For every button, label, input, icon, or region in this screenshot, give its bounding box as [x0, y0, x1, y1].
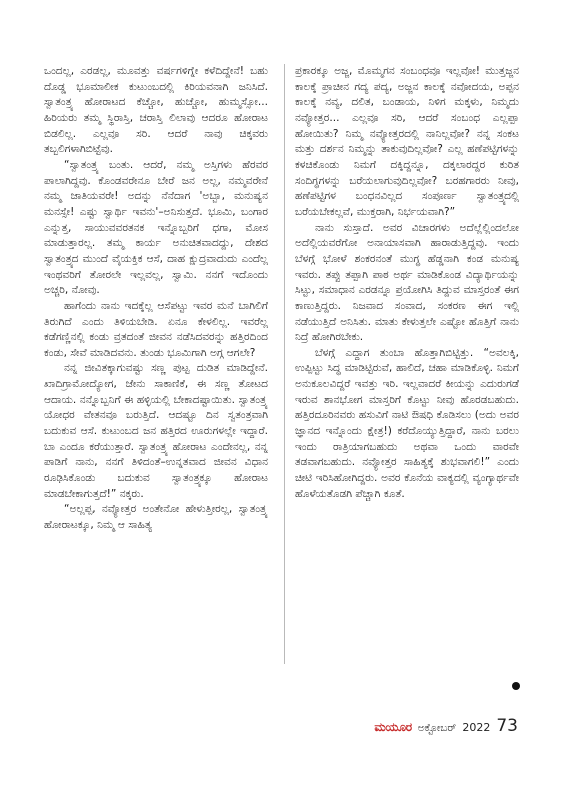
paragraph: “ಅಲ್ಲಪ್ಪ, ನವ್ಯೋತ್ತರ ಅಂತೇನೋ ಹೇಳುತ್ತೀರಲ್ಲ, ಸ್ವಾತಂತ್ರ್ಯ ಹೋರಾಟಕ್ಕೂ, ನಿಮ್ಮ ಆ ಸಾಹಿತ್ಯ: [44, 503, 268, 532]
right-column: [295, 64, 519, 502]
issue-month: ಅಕ್ಟೋಬರ್: [417, 722, 457, 734]
issue-year: 2022: [462, 721, 491, 734]
paragraph: “ಸ್ವಾತಂತ್ರ್ಯ ಬಂತು. ಆದರೆ, ನಮ್ಮ ಅಸ್ತಿಗಳು ಹೆರವರ ಪಾಲಾಗಿದ್ದವು. ಕೊಂಡವರೇನೂ ಬೇರೆ ಜನ ಅಲ್ಲ, ನಮ್ಮವರೇನೆ ನಮ್ಮ ಜಾತಿಯವರೇ! ಅದನ್ನು ನೆನೆದಾಗ 'ಅಬ್ಬಾ, ಮನುಷ್ಯನ ಮನಸ್ಸೇ! ಎಷ್ಟು ಸ್ವಾರ್ಥಿ ಇವನು'–ಅನಿಸುತ್ತದೆ. ಭೂಮಿ, ಬಂಗಾರ ಎನ್ನುತ್ತ, ಸಾಯುವವರತನಕ ಇನ್ನೊಬ್ಬರಿಗೆ ಧಗಾ, ಮೋಸ ಮಾಡುತ್ತಾರಲ್ಲ. ತಮ್ಮ ಕಾರ್ಯ ಅನುಚಿತವಾದದ್ದು, ದೇಶದ ಸ್ವಾತಂತ್ರ್ಯದ ಮುಂದೆ ವೈಯಕ್ತಿಕ ಆಸೆ, ದಾಹ ಕ್ಷುದ್ರವಾದುದು ಎಂದೆಲ್ಲ ಇಂಥವರಿಗೆ ತೋರಲೇ ಇಲ್ಲವಲ್ಲ, ಸ್ವಾಮಿ. ನನಗೆ ಇದೊಂದು ಅಚ್ಚರಿ, ನೋವು.: [44, 158, 268, 297]
page-footer: [374, 716, 518, 736]
page-number: 73: [496, 716, 518, 736]
paragraph: ಹಾಗೆಂದು ನಾನು ಇದಕ್ಕೆಲ್ಲ ಆಸೆಪಟ್ಟು ಇವರ ಮನೆ ಬಾಗಿಲಿಗೆ ತಿರುಗಿದೆ ಎಂದು ತಿಳಿಯಬೇಡಿ. ಏನೂ ಕೇಳಲಿಲ್ಲ. ಇವರೆಲ್ಲ ಕಡೆಗಣ್ಣಿನಲ್ಲಿ ಕಂಡು ವ್ರತದಂತೆ ಜೀವನ ನಡೆಸಿದವರನ್ನು ಹತ್ತಿರದಿಂದ ಕಂಡು, ಸೇವೆ ಮಾಡಿದವನು. ತುಂಡು ಭೂಮಿಗಾಗಿ ಅಗ್ಗ ಆಗಲೇ?: [44, 299, 268, 359]
article-page: [44, 64, 524, 688]
paragraph: ನನ್ನ ಜೀವಿತಕ್ಕಾಗುವಷ್ಟು ಸಣ್ಣ ಪುಟ್ಟ ದುಡಿತ ಮಾಡಿದ್ದೇನೆ. ಖಾದಿಗ್ರಾಮೋದ್ಯೋಗ, ಜೇನು ಸಾಕಾಣಿಕೆ, ಈ ಸಣ್ಣ ತೋಟದ ಆದಾಯ. ನನ್ನೊಬ್ಬನಿಗೆ ಈ ಹಳ್ಳಿಯಲ್ಲಿ ಬೇಕಾದಷ್ಟಾಯಿತು. ಸ್ವಾತಂತ್ರ್ಯ ಯೋಧರ ವೇತನವೂ ಬರುತ್ತಿದೆ. ಆದಷ್ಟೂ ದಿನ ಸ್ವತಂತ್ರವಾಗಿ ಬದುಕುವ ಆಸೆ. ಕುಟುಂಬದ ಜನ ಹತ್ತಿರದ ಊರುಗಳಲ್ಲೇ ಇದ್ದಾರೆ. ಬಾ ಎಂದೂ ಕರೆಯುತ್ತಾರೆ. ಸ್ವಾತಂತ್ರ್ಯ ಹೋರಾಟ ಎಂದೇನಲ್ಲ, ನನ್ನ ಪಾಡಿಗೆ ನಾನು, ನನಗೆ ತಿಳಿದಂತೆ–ಉನ್ನತವಾದ ಜೀವನ ವಿಧಾನ ರೂಢಿಸಿಕೊಂಡು ಬದುಕುವ ಸ್ವಾತಂತ್ರ್ಯಕ್ಕೂ ಹೋರಾಟ ಮಾಡಬೇಕಾಗುತ್ತದೆ!” ನಕ್ಕರು.: [44, 362, 268, 500]
paragraph: ನಾನು ಸುಸ್ತಾದೆ. ಅವರ ವಿಚಾರಗಳು ಅದೆಲ್ಲೆಲ್ಲಿಂದಲೋ ಅದೆಲ್ಲಿಯವರೆಗೋ ಅನಾಯಾಸವಾಗಿ ಹಾರಾಡುತ್ತಿದ್ದವು. ಇಂದು ಬೆಳಗ್ಗೆ ಭೋಳೆ ಶಂಕರನಂತೆ ಮುಗ್ಧ ಹೆಡ್ಡನಾಗಿ ಕಂಡ ಮನುಷ್ಯ ಇವರು. ತಪ್ಪು ತಪ್ಪಾಗಿ ಪಾಠ ಅರ್ಥ ಮಾಡಿಕೊಂಡ ವಿದ್ಯಾರ್ಥಿಯನ್ನು ಸಿಟ್ಟು, ಸಮಾಧಾನ ಎರಡನ್ನೂ ಪ್ರಯೋಗಿಸಿ ತಿದ್ದುವ ಮಾಸ್ತರಂತೆ ಈಗ ಕಾಣುತ್ತಿದ್ದರು. ನಿಜವಾದ ಸಂವಾದ, ಸಂಕರಣ ಈಗ ಇಲ್ಲಿ ನಡೆಯುತ್ತಿದೆ ಅನಿಸಿತು. ಮಾತು ಕೇಳುತ್ತಲೇ ಎಷ್ಟೋ ಹೊತ್ತಿಗೆ ನಾನು ನಿದ್ರೆ ಹೋಗಿರಬೇಕು.: [295, 221, 519, 344]
left-column: [44, 64, 268, 534]
paragraph: ಬೆಳಗ್ಗೆ ಎದ್ದಾಗ ತುಂಬಾ ಹೊತ್ತಾಗಿಬಿಟ್ಟಿತ್ತು. “ಅವಲಕ್ಕಿ, ಉಪ್ಪಿಟ್ಟು ಸಿದ್ಧ ಮಾಡಿಟ್ಟಿರುವೆ, ಹಾಲಿದೆ, ಚಹಾ ಮಾಡಿಕೊಳ್ಳಿ. ನಿಮಗೆ ಅನುಕೂಲವಿದ್ದರೆ ಇವತ್ತು ಇರಿ. ಇಲ್ಲವಾದರೆ ಕೀಯನ್ನು ಎದುರುಗಡೆ ಇರುವ ಶಾನಭೋಗ ಮಾಸ್ತರಿಗೆ ಕೊಟ್ಟು ನೀವು ಹೊರಡಬಹುದು. ಹತ್ತಿರದೂರಿನವರು ಹಸುವಿಗೆ ನಾಟಿ ಔಷಧಿ ಕೊಡಿಸಲು (ಅದು ಅವರ ಜ್ಞಾನದ ಇನ್ನೊಂದು ಕ್ಷೇತ್ರ!) ಕರೆದೊಯ್ಯುತ್ತಿದ್ದಾರೆ, ನಾನು ಬರಲು ಇಂದು ರಾತ್ರಿಯಾಗಬಹುದು ಅಥವಾ ಒಂದು ವಾರವೇ ತಡವಾಗಬಹುದು. ನವ್ಯೋತ್ತರ ಸಾಹಿತ್ಯಕ್ಕೆ ಶುಭವಾಗಲಿ!” ಎಂದು ಚೀಟಿ ಇರಿಸಿಹೋಗಿದ್ದರು. ಅವರ ಕೊನೆಯ ವಾಕ್ಯದಲ್ಲಿ ವ್ಯಂಗ್ಯಾರ್ಥವೇ ಹೊಳೆಯತೊಡಗಿ ಪೆಚ್ಚಾಗಿ ಕೂತೆ.: [295, 346, 519, 500]
magazine-logo: ಮಯೂರ: [374, 720, 412, 734]
paragraph: ಒಂದಲ್ಲ, ಎರಡಲ್ಲ, ಮೂವತ್ತು ವರ್ಷಗಳಿಗ್ನೇ ಕಳೆದಿದ್ದೇನೆ! ಬಹು ದೊಡ್ಡ ಭೂಮಾಲೀಕ ಕುಟುಂಬದಲ್ಲಿ ಕಿರಿಯವನಾಗಿ ಜನಿಸಿದೆ. ಸ್ವಾತಂತ್ರ್ಯ ಹೋರಾಟದ ಕೆಚ್ಚೋ, ಹುಚ್ಚೋ, ಹುಮ್ಮಸ್ಸೋ... ಹಿರಿಯರು ತಮ್ಮ ಸ್ಥಿರಾಸ್ತಿ, ಚರಾಸ್ತಿ ಲಿಲಾವು ಆದರೂ ಹೋರಾಟ ಬಿಡಲಿಲ್ಲ. ಎಲ್ಲವೂ ಸರಿ. ಆದರೆ ನಾವು ಚಿಕ್ಕವರು ತಬ್ಬಲಿಗಳಾಗಿಬಿಟ್ಟೆವು.: [44, 65, 268, 156]
end-mark-icon: [512, 682, 520, 690]
paragraph: ಪ್ರಕಾರಕ್ಕೂ ಅಜ್ಜ, ಮೊಮ್ಮಗನ ಸಂಬಂಧವೂ ಇಲ್ಲವೋ! ಮುತ್ತಜ್ಜನ ಕಾಲಕ್ಕೆ ಪ್ರಾಚೀನ ಗದ್ಯ ಪದ್ಯ, ಅಜ್ಜನ ಕಾಲಕ್ಕೆ ನವೋದಯ, ಅಪ್ಪನ ಕಾಲಕ್ಕೆ ನವ್ಯ, ದಲಿತ, ಬಂಡಾಯ, ನಿಳಿಗ ಮಕ್ಕಳು, ನಿಮ್ಮದು ನವ್ಯೋತ್ತರ... ಎಲ್ಲವೂ ಸರಿ, ಆದರೆ ಸಂಬಂಧ ಎಲ್ಲಪ್ಪಾ ಹೋಯಿತು? ನಿಮ್ಮ ನವ್ಯೋತ್ತರದಲ್ಲಿ ನಾನಿಲ್ಲವೋ? ನನ್ನ ಸಂಕಟ ಮತ್ತು ದರ್ಶನ ನಿಮ್ಮನ್ನು ತಾಕುವುದಿಲ್ಲವೋ? ಎಲ್ಲ ಹಣೆಪಟ್ಟಿಗಳನ್ನು ಕಳಚಿಕೊಂಡು ನಿಮಗೆ ದಕ್ಕಿದ್ದನ್ನೂ, ದಕ್ಕಲಾರದ್ದರ ಕುರಿತ ಸಂದಿಗ್ಧಗಳನ್ನು ಬರೆಯಲಾಗುವುದಿಲ್ಲವೋ? ಬರಹಗಾರರು ನೀವು, ಹಣೆಪಟ್ಟಿಗಳ ಬಂಧನವಿಲ್ಲದ ಸಂಪೂರ್ಣ ಸ್ವಾತಂತ್ರ್ಯದಲ್ಲಿ ಬರೆಯಬೇಕಲ್ಲವೆ, ಮುಕ್ತರಾಗಿ, ನಿರ್ಭಯವಾಗಿ?”: [295, 65, 519, 218]
column-divider: [284, 64, 285, 664]
